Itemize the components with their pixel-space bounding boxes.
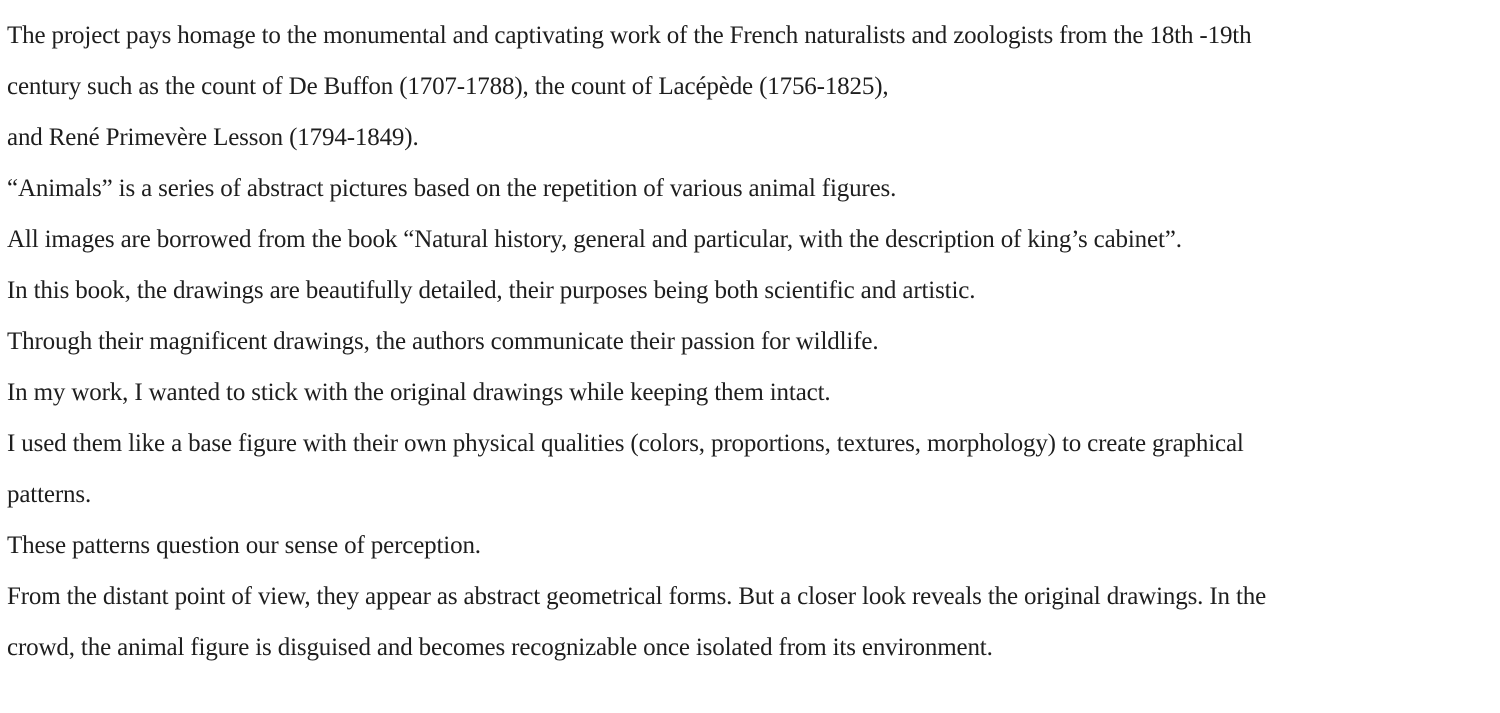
- text-line: From the distant point of view, they appear as abstract geometrical forms. But a closer look reveals the original drawings. In the: [7, 583, 1267, 610]
- text-line: All images are borrowed from the book “Natural history, general and particular, with the description of king’s cabinet”.: [7, 226, 1182, 253]
- text-line: In this book, the drawings are beautifully detailed, their purposes being both scientific and artistic.: [7, 277, 976, 304]
- text-line: The project pays homage to the monumental and captivating work of the French naturalists and zoologists from the 18th -19th: [7, 22, 1252, 49]
- text-line: In my work, I wanted to stick with the original drawings while keeping them intact.: [7, 379, 831, 406]
- text-line: century such as the count of De Buffon (1707-1788), the count of Lacépède (1756-1825),: [7, 73, 889, 100]
- text-line: crowd, the animal figure is disguised and becomes recognizable once isolated from its environment.: [7, 634, 993, 661]
- document-body: [7, 10, 1487, 673]
- text-line: “Animals” is a series of abstract pictures based on the repetition of various animal figures.: [7, 175, 897, 202]
- text-line: I used them like a base figure with their own physical qualities (colors, proportions, textures, morphology) to create graphical: [7, 430, 1244, 457]
- text-line: These patterns question our sense of perception.: [7, 532, 481, 559]
- text-line: and René Primevère Lesson (1794-1849).: [7, 124, 419, 151]
- text-line: patterns.: [7, 481, 92, 508]
- text-line: Through their magnificent drawings, the authors communicate their passion for wildlife.: [7, 328, 879, 355]
